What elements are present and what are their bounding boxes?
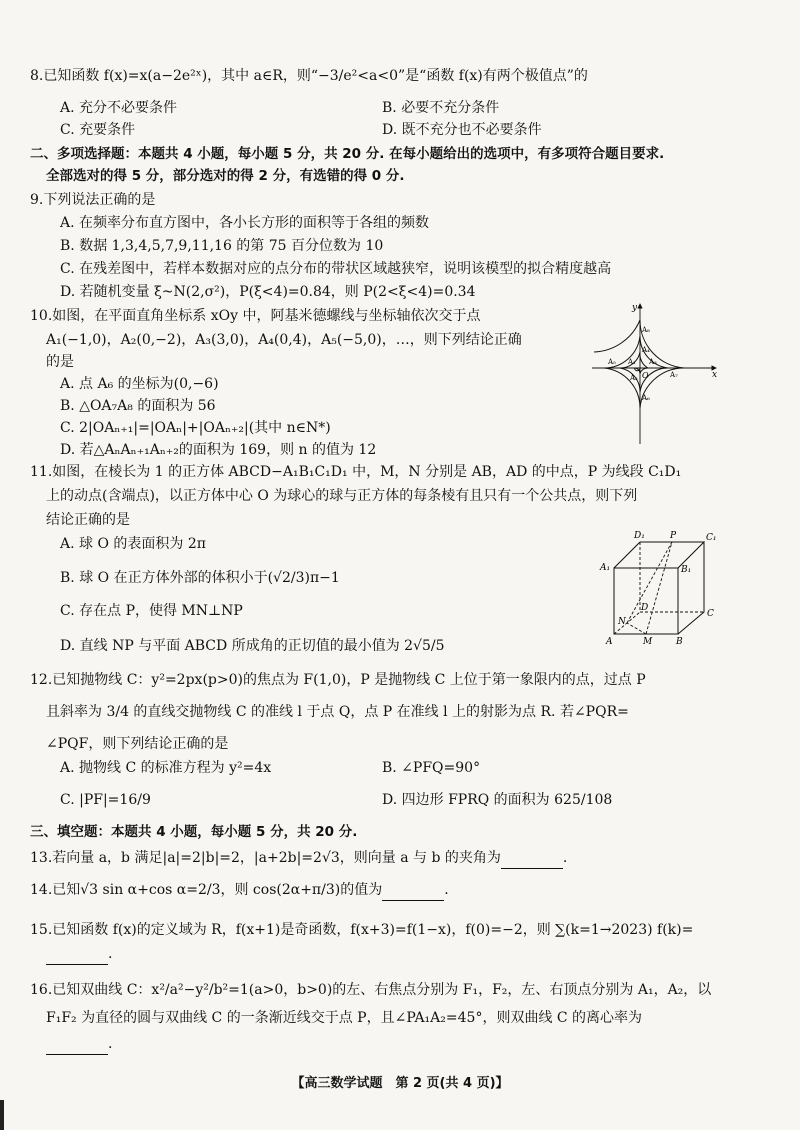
q12-stem-line2: 且斜率为 3/4 的直线交抛物线 C 的准线 l 于点 Q，点 P 在准线 l 上的射影为点 R. 若∠PQR= bbox=[46, 704, 629, 720]
cube-back-edges bbox=[678, 542, 704, 634]
q9-option-a: A. 在频率分布直方图中，各小长方形的面积等于各组的频数 bbox=[60, 215, 430, 231]
q8-option-b: B. 必要不充分条件 bbox=[382, 100, 500, 116]
fig-vertex-c1: C₁ bbox=[706, 533, 717, 543]
q16-line3 bbox=[46, 1034, 112, 1055]
q15-period: . bbox=[108, 946, 113, 962]
q10-option-a: A. 点 A₆ 的坐标为(0,−6) bbox=[60, 376, 219, 392]
fig-x-label: x bbox=[712, 370, 718, 380]
q12-option-c: C. |PF|=16/9 bbox=[60, 792, 151, 808]
q12-stem-line3: ∠PQF，则下列结论正确的是 bbox=[46, 736, 229, 752]
q13-answer-blank[interactable] bbox=[501, 848, 563, 869]
segment-mn bbox=[627, 623, 646, 634]
fig-a4-label: A₄ bbox=[642, 346, 650, 354]
fig-a8-label: A₈ bbox=[642, 326, 650, 334]
q9-option-c: C. 在残差图中，若样本数据对应的点分布的带状区域越狭窄，说明该模型的拟合精度越高 bbox=[60, 261, 612, 277]
q12-option-d: D. 四边形 FPRQ 的面积为 625/108 bbox=[382, 792, 613, 808]
fig-vertex-d1: D₁ bbox=[634, 531, 645, 541]
q13-line bbox=[30, 848, 567, 869]
q10-option-c: C. 2|OAₙ₊₁|=|OAₙ|+|OAₙ₊₂|(其中 n∈N*) bbox=[60, 420, 331, 436]
fig-y-label: y bbox=[632, 303, 638, 313]
fig-point-n: N bbox=[618, 617, 626, 627]
fig-vertex-d: D bbox=[641, 603, 649, 613]
q11-option-a: A. 球 O 的表面积为 2π bbox=[60, 536, 206, 552]
segment-np bbox=[627, 542, 672, 623]
fig-vertex-a1: A₁ bbox=[600, 563, 611, 573]
q11-option-c: C. 存在点 P，使得 MN⊥NP bbox=[60, 603, 243, 619]
q16-stem-line1: 16.已知双曲线 C：x²/a²−y²/b²=1(a>0，b>0)的左、右焦点分别为 F₁，F₂，左、右顶点分别为 A₁，A₂，以 bbox=[30, 982, 712, 998]
q9-stem: 9.下列说法正确的是 bbox=[30, 192, 156, 208]
page-footer: 【高三数学试题 第 2 页(共 4 页)】 bbox=[291, 1076, 509, 1091]
q10-spiral-figure bbox=[588, 298, 728, 448]
q12-option-b: B. ∠PFQ=90° bbox=[382, 760, 481, 776]
fig-point-m: M bbox=[643, 637, 653, 647]
fig-a7-label: A₇ bbox=[670, 371, 678, 379]
section3-heading: 三、填空题：本题共 4 小题，每小题 5 分，共 20 分. bbox=[30, 824, 358, 840]
q9-option-b: B. 数据 1,3,4,5,7,9,11,16 的第 75 百分位数为 10 bbox=[60, 238, 384, 254]
q11-cube-figure bbox=[596, 528, 720, 648]
q15-answer-blank[interactable] bbox=[46, 944, 108, 965]
q10-option-b: B. △OA₇A₈ 的面积为 56 bbox=[60, 398, 216, 414]
q11-stem-line3: 结论正确的是 bbox=[46, 512, 130, 528]
q10-stem-line3: 的是 bbox=[46, 354, 74, 370]
q8-option-c: C. 充要条件 bbox=[60, 122, 136, 138]
q10-stem-line2: A₁(−1,0)，A₂(0,−2)，A₃(3,0)，A₄(0,4)，A₅(−5,0)，…，则下列结论正确 bbox=[46, 332, 522, 348]
scan-edge-mark bbox=[0, 1100, 4, 1130]
q11-stem-line2: 上的动点(含端点)，以正方体中心 O 为球心的球与正方体的每条棱有且只有一个公共点，则下列 bbox=[46, 488, 638, 504]
q11-option-d: D. 直线 NP 与平面 ABCD 所成角的正切值的最小值为 2√5/5 bbox=[60, 638, 445, 654]
q8-option-d: D. 既不充分也不必要条件 bbox=[382, 122, 542, 138]
q16-period: . bbox=[108, 1036, 113, 1052]
q13-stem: 13.若向量 a，b 满足|a|=2|b|=2，|a+2b|=2√3，则向量 a 与 b 的夹角为 bbox=[30, 850, 501, 866]
fig-vertex-b: B bbox=[676, 637, 683, 647]
q12-option-a: A. 抛物线 C 的标准方程为 y²=4x bbox=[60, 760, 272, 776]
fig-a5-label: A₅ bbox=[608, 358, 616, 366]
q15-stem: 15.已知函数 f(x)的定义域为 R，f(x+1)是奇函数，f(x+3)=f(1−x)，f(0)=−2，则 ∑(k=1→2023) f(k)= bbox=[30, 922, 694, 938]
q13-period: . bbox=[562, 850, 568, 866]
q10-option-d: D. 若△AₙAₙ₊₁Aₙ₊₂的面积为 169，则 n 的值为 12 bbox=[60, 442, 377, 458]
q8-option-a: A. 充分不必要条件 bbox=[60, 100, 178, 116]
fig-a6-label: A₆ bbox=[642, 394, 650, 402]
q14-stem: 14.已知√3 sin α+cos α=2/3，则 cos(2α+π/3)的值为 bbox=[30, 882, 383, 898]
fig-vertex-c: C bbox=[707, 609, 714, 619]
q16-answer-blank[interactable] bbox=[46, 1034, 108, 1055]
q16-stem-line2: F₁F₂ 为直径的圆与双曲线 C 的一条渐近线交于点 P，且∠PA₁A₂=45°，则双曲线 C 的离心率为 bbox=[46, 1010, 643, 1026]
q9-option-d: D. 若随机变量 ξ~N(2,σ²)，P(ξ<4)=0.84，则 P(2<ξ<4)=0.34 bbox=[60, 284, 476, 300]
q15-line2 bbox=[46, 944, 112, 965]
q12-stem-line1: 12.已知抛物线 C：y²=2px(p>0)的焦点为 F(1,0)，P 是抛物线 C 上位于第一象限内的点，过点 P bbox=[30, 672, 646, 688]
q14-period: . bbox=[444, 882, 449, 898]
fig-vertex-a: A bbox=[606, 637, 613, 647]
q14-line bbox=[30, 880, 449, 901]
q11-stem-line1: 11.如图，在棱长为 1 的正方体 ABCD−A₁B₁C₁D₁ 中，M，N 分别是 AB，AD 的中点，P 为线段 C₁D₁ bbox=[30, 464, 682, 480]
fig-a3-label: A₃ bbox=[649, 358, 657, 366]
fig-origin-label: O bbox=[642, 371, 649, 380]
section2-heading: 二、多项选择题：本题共 4 小题，每小题 5 分，共 20 分. 在每小题给出的选项中，有多项符合题目要求. bbox=[30, 146, 665, 162]
q8-stem: 8.已知函数 f(x)=x(a−2e²ˣ)，其中 a∈R，则“−3/e²<a<0”是“函数 f(x)有两个极值点”的 bbox=[30, 68, 588, 84]
q10-stem-line1: 10.如图，在平面直角坐标系 xOy 中，阿基米德螺线与坐标轴依次交于点 bbox=[30, 308, 481, 324]
cube-top-left-edge bbox=[614, 542, 640, 568]
segment-mp bbox=[646, 542, 672, 634]
fig-a1-label: A₁ bbox=[628, 358, 636, 366]
q14-answer-blank[interactable] bbox=[382, 880, 444, 901]
section2-scoring: 全部选对的得 5 分，部分选对的得 2 分，有选错的得 0 分. bbox=[46, 168, 405, 184]
fig-a2-label: A₂ bbox=[630, 374, 638, 382]
fig-point-p: P bbox=[670, 531, 677, 541]
fig-vertex-b1: B₁ bbox=[681, 565, 692, 575]
q11-option-b: B. 球 O 在正方体外部的体积小于(√2/3)π−1 bbox=[60, 570, 340, 586]
